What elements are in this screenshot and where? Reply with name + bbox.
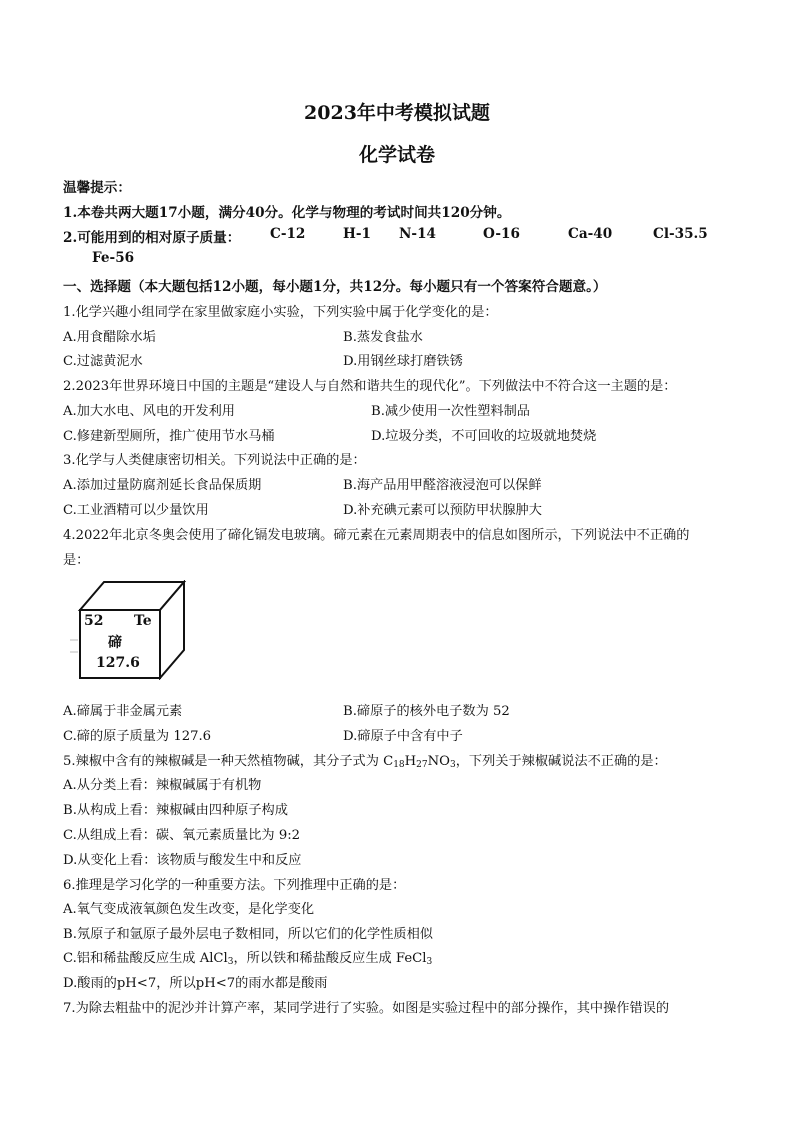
q2-stem: 2.2023年世界环境日中国的主题是“建设人与自然和谐共生的现代化”。下列做法中不符合这一主题的是： [63,379,677,394]
q6-option-c-sub-2: 3 [426,957,433,967]
q5-option-c: C.从组成上看：碳、氧元素质量比为 9:2 [63,828,301,843]
q4-option-a: A.碲属于非金属元素 [63,704,183,719]
q1-stem: 1.化学兴趣小组同学在家里做家庭小实验，下列实验中属于化学变化的是： [63,305,498,320]
q3-option-c: C.工业酒精可以少量饮用 [63,503,209,518]
page-title: 2023年中考模拟试题 [304,102,490,124]
element-symbol: Te [134,613,152,629]
mass-c: C-12 [270,226,306,242]
element-tile [66,580,196,680]
tips-line-3: Fe-56 [92,250,135,266]
q2-option-c: C.修建新型厕所，推广使用节水马桶 [63,429,275,444]
mass-h: H-1 [343,226,371,242]
element-name: 碲 [108,635,122,651]
q5-stem-post: ，下列关于辣椒碱说法不正确的是： [455,754,667,769]
q4-stem-line-2: 是： [63,553,90,568]
q3-option-b: B.海产品用甲醛溶液浸泡可以保鲜 [343,478,542,493]
q5-stem-pre: 5.辣椒中含有的辣椒碱是一种天然植物碱，其分子式为 C [63,754,394,769]
mass-o: O-16 [483,226,520,242]
q1-option-d: D.用钢丝球打磨铁锈 [343,354,463,369]
element-number: 52 [84,613,104,629]
page-subtitle: 化学试卷 [358,144,435,166]
q5-option-b: B.从构成上看：辣椒碱由四种原子构成 [63,803,288,818]
q4-stem-line-1: 4.2022年北京冬奥会使用了碲化镉发电玻璃。碲元素在元素周期表中的信息如图所示，下列说法中不正确的 [63,528,690,543]
q1-option-c: C.过滤黄泥水 [63,354,143,369]
q2-option-d: D.垃圾分类，不可回收的垃圾就地焚烧 [371,429,597,444]
q7-stem: 7.为除去粗盐中的泥沙并计算产率，某同学进行了实验。如图是实验过程中的部分操作，其中操作错误的 [63,1001,670,1016]
mass-n: N-14 [399,226,436,242]
tips-line-2-prefix: 2.可能用到的相对原子质量： [63,230,241,246]
q6-stem: 6.推理是学习化学的一种重要方法。下列推理中正确的是： [63,878,406,893]
q4-option-c: C.碲的原子质量为 127.6 [63,729,212,744]
q4-option-b: B.碲原子的核外电子数为 52 [343,704,510,719]
q6-option-c-mid: ，所以铁和稀盐酸反应生成 FeCl [233,951,427,966]
q5-formula-no: NO [427,754,450,769]
q2-option-b: B.减少使用一次性塑料制品 [371,404,530,419]
q1-option-a: A.用食醋除水垢 [63,330,156,345]
q5-formula-sub-c: 18 [393,760,405,770]
tips-line-1: 1.本卷共两大题17小题，满分40分。化学与物理的考试时间共120分钟。 [63,205,511,221]
q5-formula-sub-o: 3 [449,760,456,770]
q5-option-d: D.从变化上看：该物质与酸发生中和反应 [63,853,302,868]
tips-heading: 温馨提示： [63,180,131,196]
q3-option-a: A.添加过量防腐剂延长食品保质期 [63,478,262,493]
q5-stem [63,750,667,770]
q3-stem: 3.化学与人类健康密切相关。下列说法中正确的是： [63,453,366,468]
q6-option-d: D.酸雨的pH<7，所以pH<7的雨水都是酸雨 [63,976,328,991]
q4-option-d: D.碲原子中含有中子 [343,729,463,744]
element-mass: 127.6 [96,655,140,671]
mass-ca: Ca-40 [568,226,613,242]
q5-option-a: A.从分类上看：辣椒碱属于有机物 [63,778,262,793]
mass-cl: Cl-35.5 [653,226,708,242]
q6-option-b: B.氖原子和氩原子最外层电子数相同，所以它们的化学性质相似 [63,927,433,942]
section-heading: 一、选择题（本大题包括12小题，每小题1分，共12分。每小题只有一个答案符合题意。） [63,279,607,295]
q5-formula-sub-h: 27 [416,760,428,770]
tips-line-2 [63,226,708,246]
q2-option-a: A.加大水电、风电的开发利用 [63,404,235,419]
q5-formula-h: H [404,754,417,769]
q6-option-c [63,947,432,967]
q6-option-a: A.氧气变成液氧颜色发生改变，是化学变化 [63,902,315,917]
q6-option-c-sub-1: 3 [227,957,234,967]
q6-option-c-pre: C.铝和稀盐酸反应生成 AlCl [63,951,228,966]
q3-option-d: D.补充碘元素可以预防甲状腺肿大 [343,503,542,518]
q1-option-b: B.蒸发食盐水 [343,330,423,345]
